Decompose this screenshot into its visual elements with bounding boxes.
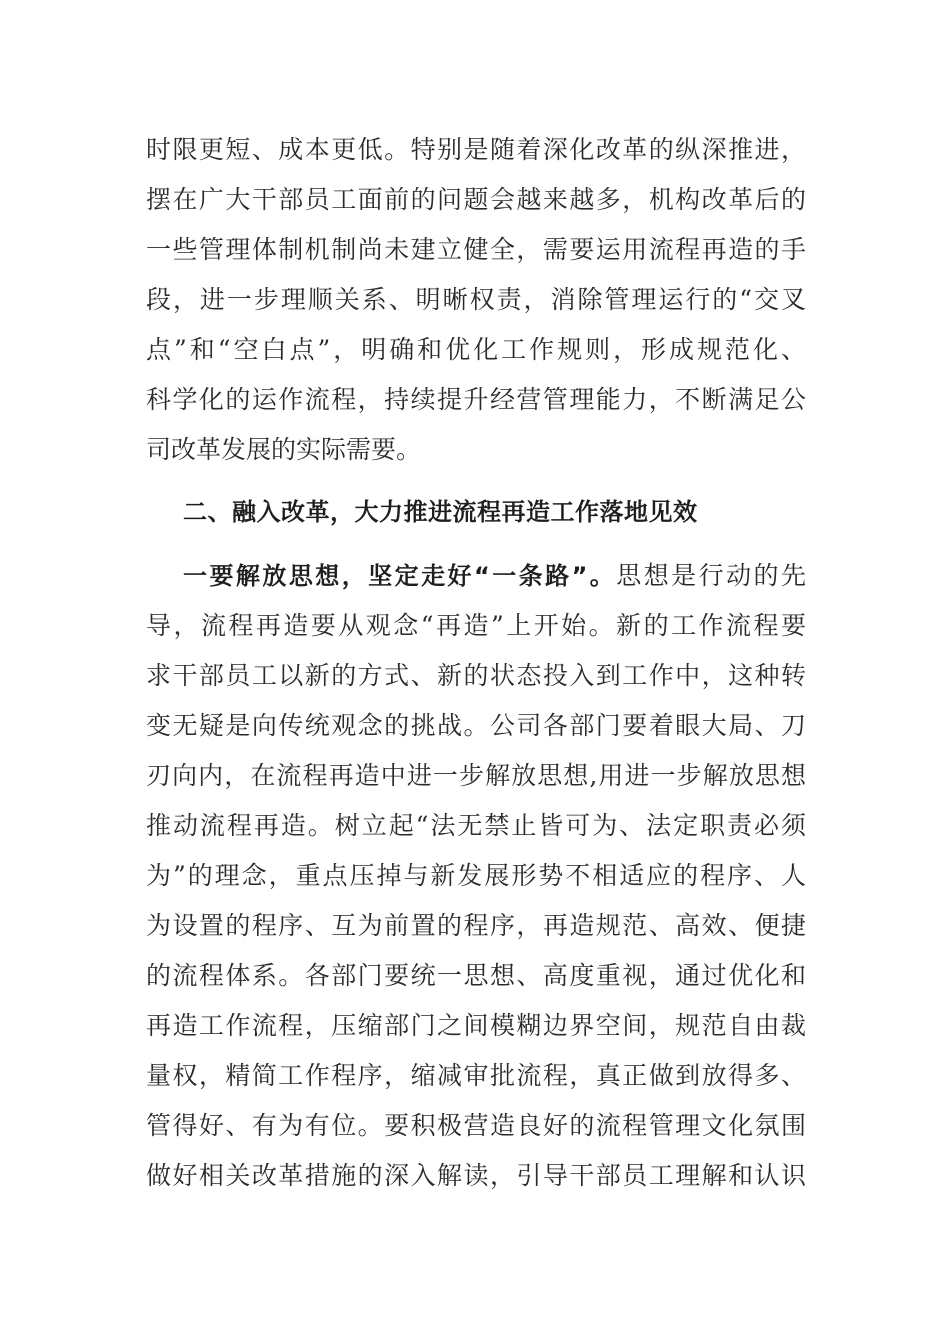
paragraph-line: 时限更短、成本更低。特别是随着深化改革的纵深推进， bbox=[146, 135, 806, 164]
paragraph-line: 司改革发展的实际需要。 bbox=[146, 435, 422, 464]
paragraph-line: 一些管理体制机制尚未建立健全，需要运用流程再造的手 bbox=[146, 235, 806, 264]
paragraph-line: 摆在广大干部员工面前的问题会越来越多，机构改革后的 bbox=[146, 185, 806, 214]
paragraph-line: 量权，精简工作程序，缩减审批流程，真正做到放得多、 bbox=[146, 1061, 806, 1090]
paragraph-first-line bbox=[183, 556, 806, 596]
paragraph-line: 管得好、有为有位。要积极营造良好的流程管理文化氛围 bbox=[146, 1111, 806, 1140]
section-heading: 二、融入改革，大力推进流程再造工作落地见效 bbox=[183, 498, 698, 526]
paragraph-line: 做好相关改革措施的深入解读，引导干部员工理解和认识 bbox=[146, 1161, 806, 1190]
paragraph-line: 点”和“空白点”，明确和优化工作规则，形成规范化、 bbox=[146, 335, 806, 364]
paragraph-line: 再造工作流程，压缩部门之间模糊边界空间，规范自由裁 bbox=[146, 1011, 806, 1040]
paragraph-line: 为”的理念，重点压掉与新发展形势不相适应的程序、人 bbox=[146, 861, 806, 890]
paragraph-lead-rest: 思想是行动的先 bbox=[616, 561, 806, 590]
paragraph-line: 求干部员工以新的方式、新的状态投入到工作中，这种转 bbox=[146, 661, 806, 690]
paragraph-line: 为设置的程序、互为前置的程序，再造规范、高效、便捷 bbox=[146, 911, 806, 940]
paragraph-line: 段，进一步理顺关系、明晰权责，消除管理运行的“交叉 bbox=[146, 285, 806, 314]
paragraph-line: 科学化的运作流程，持续提升经营管理能力，不断满足公 bbox=[146, 385, 806, 414]
paragraph-line: 导，流程再造要从观念“再造”上开始。新的工作流程要 bbox=[146, 611, 806, 640]
paragraph-line: 推动流程再造。树立起“法无禁止皆可为、法定职责必须 bbox=[146, 811, 806, 840]
paragraph-lead-bold: 一要解放思想，坚定走好“一条路”。 bbox=[183, 562, 617, 590]
paragraph-line: 变无疑是向传统观念的挑战。公司各部门要着眼大局、刀 bbox=[146, 711, 806, 740]
paragraph-line: 的流程体系。各部门要统一思想、高度重视，通过优化和 bbox=[146, 961, 806, 990]
paragraph-line: 刃向内，在流程再造中进一步解放思想,用进一步解放思想 bbox=[146, 761, 806, 790]
